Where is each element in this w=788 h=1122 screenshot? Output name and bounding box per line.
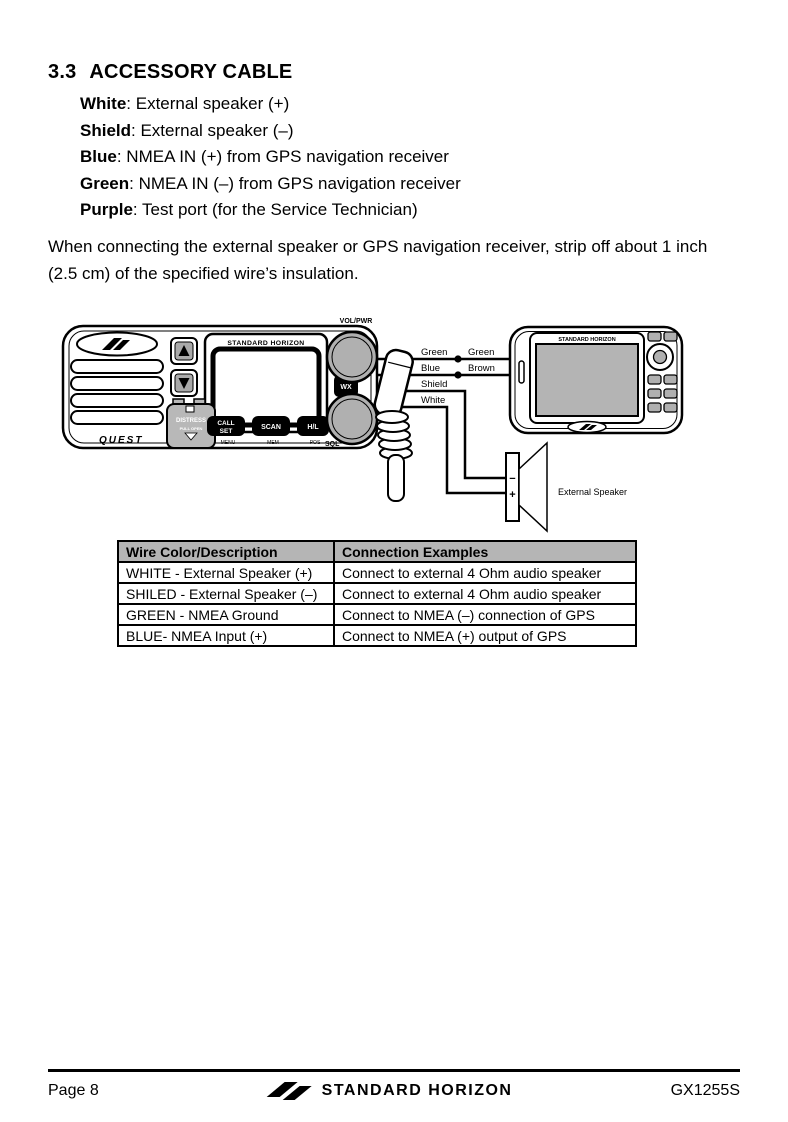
table-header-row [118,541,636,562]
wire-desc: : NMEA IN (+) from GPS navigation receiver [116,147,449,167]
col-header-wire: Wire Color/Description [118,541,334,562]
hl-button [297,416,329,436]
list-item [80,197,461,224]
model-number: GX1255S [670,1082,740,1099]
lcd-screen [213,349,319,425]
wire-name: Shield [80,120,132,140]
footer-divider [48,1069,740,1072]
section-number: 3.3 [48,61,77,83]
menu-label: MENU [220,440,236,446]
page-number: Page 8 [48,1082,99,1099]
wire-desc: : External speaker (–) [131,120,294,140]
connection-cell: Connect to external 4 Ohm audio speaker [334,583,636,604]
wire-desc: : Test port (for the Service Technician) [132,200,418,220]
call-set-button [207,416,245,436]
volume-knob [327,332,377,382]
body-paragraph: When connecting the external speaker or GPS navigation receiver, strip off about 1 inch (2.5 cm) of the specified wire’s insulation. [48,237,708,283]
speaker-terminal-block [506,453,519,521]
wire-cell: GREEN - NMEA Ground [118,604,334,625]
cable-strain-relief [376,411,412,459]
green-gps-label: Green [468,347,495,358]
pull-open-label: PULL OPEN [179,426,203,431]
section-title-text: ACCESSORY CABLE [89,61,293,83]
scan-button [252,416,290,436]
shield-wire-label: Shield [421,379,448,390]
list-item [80,91,461,118]
green-wire-label: Green [421,347,448,358]
white-wire-label: White [421,395,446,406]
table-row [118,562,636,583]
brand-chevron-icon [266,1080,314,1102]
squelch-knob [327,394,377,444]
accessory-cable-plug [373,348,415,501]
green-junction-dot [454,355,461,362]
mem-label: MEM [267,440,279,446]
svg-text:CALL: CALL [217,420,235,427]
wire-desc: : NMEA IN (–) from GPS navigation receiver [129,173,461,193]
connection-table [117,540,637,647]
brown-gps-label: Brown [468,363,495,374]
distress-label: DISTRESS [175,418,207,424]
wire-name: Purple [80,200,133,220]
svg-text:H/L: H/L [307,424,319,431]
speaker-plus-terminal: + [509,489,516,501]
footer-brand-text: STANDARD HORIZON [321,1082,513,1099]
list-item [80,144,461,171]
svg-text:SET: SET [219,428,233,435]
svg-text:SCAN: SCAN [261,424,281,431]
footer-brand [266,1080,513,1102]
connection-cell: Connect to NMEA (+) output of GPS [334,625,636,646]
wire-cell: SHILED - External Speaker (–) [118,583,334,604]
radio-transceiver [63,318,377,448]
radio-brand-banner: STANDARD HORIZON [227,340,305,347]
wire-cell: BLUE- NMEA Input (+) [118,625,334,646]
section-heading [48,61,292,84]
wire-cell: WHITE - External Speaker (+) [118,562,334,583]
page-footer [48,1077,740,1105]
radio-logo-badge [77,333,157,356]
sql-label: SQL [325,441,340,448]
table-row [118,583,636,604]
channel-up-button [171,338,197,364]
table-row [118,625,636,646]
external-speaker-label: External Speaker [558,487,628,497]
blue-junction-dot [454,371,461,378]
wire-name: Green [80,173,130,193]
list-item [80,171,461,198]
wire-desc: : External speaker (+) [126,94,290,113]
wire-color-list [80,91,461,224]
table-row [118,604,636,625]
gps-side-slot [519,361,524,383]
cable-shaft [388,455,404,501]
list-item [80,118,461,145]
svg-text:WX: WX [340,384,352,391]
channel-down-button [171,370,197,396]
vol-pwr-label: VOL/PWR [339,318,373,325]
col-header-connection: Connection Examples [334,541,636,562]
speaker-cone [519,443,547,531]
gps-screen [536,344,638,416]
connection-cell: Connect to external 4 Ohm audio speaker [334,562,636,583]
pos-label: POS [309,440,321,446]
wiring-diagram [55,312,745,536]
wire-name: White [80,94,127,113]
external-speaker [506,443,627,531]
connection-cell: Connect to NMEA (–) connection of GPS [334,604,636,625]
speaker-minus-terminal: − [509,473,516,485]
gps-receiver [510,327,682,433]
wire-name: Blue [80,147,117,167]
radio-series-label: QUEST [99,435,144,446]
blue-wire-label: Blue [421,363,441,374]
gps-brand-banner: STANDARD HORIZON [558,337,616,343]
